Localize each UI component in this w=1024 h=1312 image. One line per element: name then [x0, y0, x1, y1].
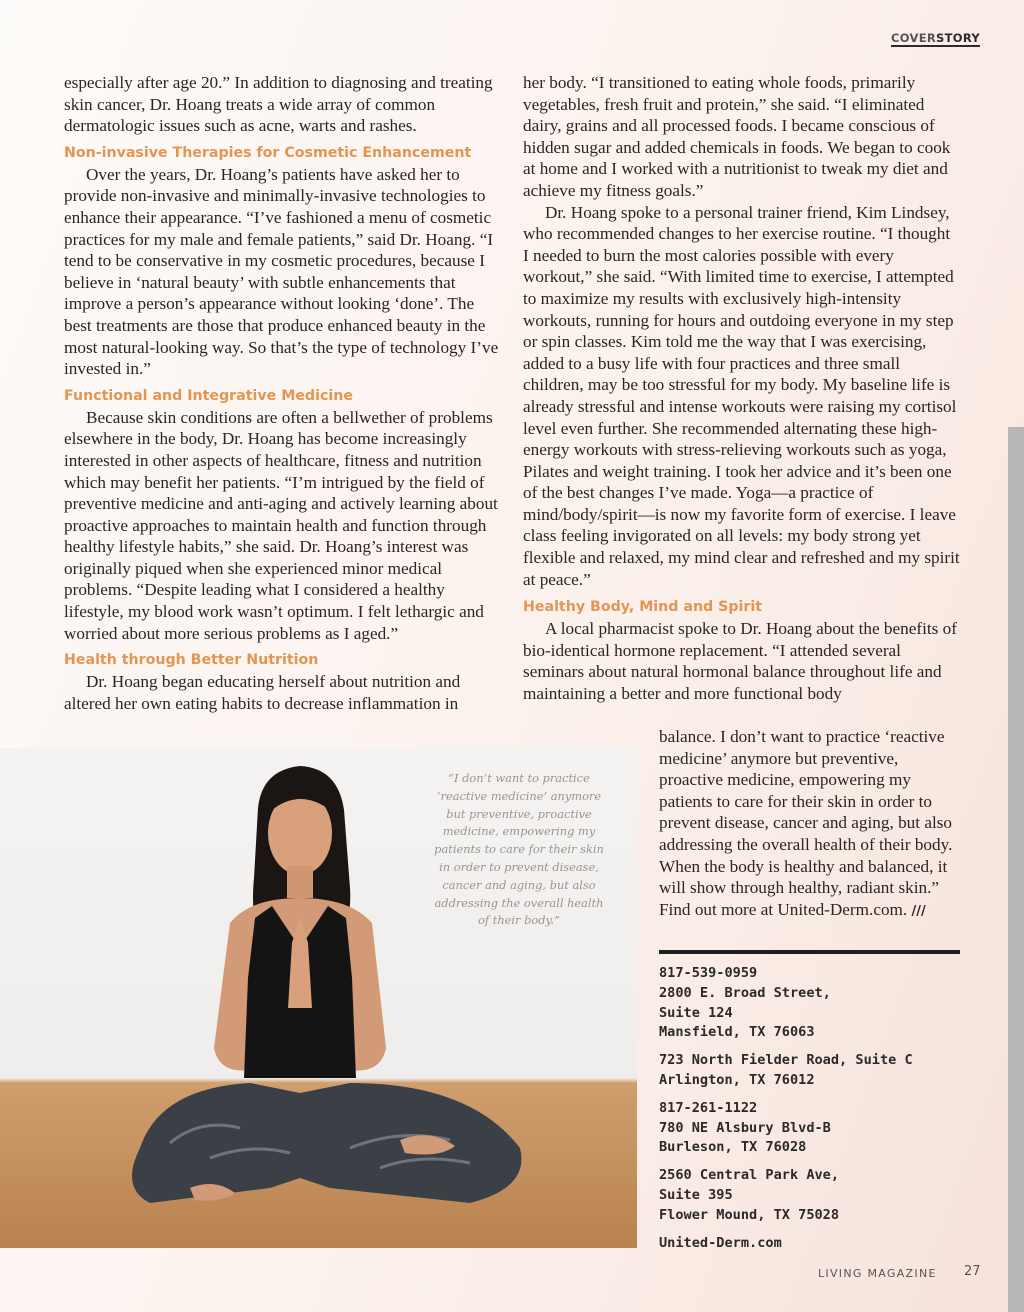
left-paragraph-1: especially after age 20.” In addition to diagnosing and treating skin cancer, Dr. Hoang treats a wide array of common dermatologic issues such as acne, warts and rashes. — [64, 73, 493, 136]
address-line: 723 North Fielder Road, Suite C — [659, 1052, 913, 1069]
address-line: Suite 395 — [659, 1186, 733, 1203]
scrollbar[interactable] — [1008, 427, 1024, 1312]
article-closing-paragraph — [659, 726, 959, 922]
address-line: 2800 E. Broad Street, — [659, 984, 831, 1001]
end-mark-icon: /// — [911, 903, 926, 919]
footer-magazine-name: LIVING MAGAZINE — [818, 1267, 937, 1280]
website-link[interactable]: United-Derm.com — [659, 1234, 782, 1251]
left-paragraph-4: Dr. Hoang began educating herself about nutrition and altered her own eating habits to decrease inflammation in — [64, 672, 461, 713]
phone-burleson: 817-261-1122 — [659, 1099, 758, 1116]
section-tag-cover: COVER — [891, 31, 937, 45]
heading-better-nutrition: Health through Better Nutrition — [64, 652, 319, 669]
section-tag — [891, 31, 980, 47]
contact-block — [659, 964, 959, 1253]
page-number: 27 — [964, 1264, 981, 1279]
location-flower-mound — [659, 1166, 959, 1225]
heading-functional-medicine: Functional and Integrative Medicine — [64, 387, 353, 404]
location-mansfield — [659, 964, 959, 1043]
closing-text: balance. I don’t want to practice ‘reactive medicine’ anymore but preventive, proactive medicine, empowering my patients to care for their skin in order to prevent disease, cancer and aging, but also addressing the overall health of their body. When the body is healthy and balanced, it will show through healthy, radiant skin.” Find out more at United-Derm.com. — [659, 727, 953, 919]
address-line: Suite 124 — [659, 1004, 733, 1021]
address-line: 780 NE Alsbury Blvd-B — [659, 1119, 831, 1136]
contact-divider — [659, 950, 960, 954]
address-line: Mansfield, TX 76063 — [659, 1024, 815, 1041]
right-paragraph-3: A local pharmacist spoke to Dr. Hoang about the benefits of bio-identical hormone replacement. “I attended several seminars about natural hormonal balance throughout life and maintaining a better and more functional body — [523, 619, 957, 704]
section-tag-story: STORY — [936, 31, 980, 45]
left-paragraph-2: Over the years, Dr. Hoang’s patients have asked her to provide non-invasive and minimally-invasive technologies to enhance their appearance. “I’ve fashioned a menu of cosmetic practices for my male and female patients,” said Dr. Hoang. “I tend to be conservative in my cosmetic procedures, because I believe in ‘natural beauty’ with subtle enhancements that improve a person’s appearance without looking ‘done’. The best treatments are those that produce enhanced beauty in the most natural-looking way. So that’s the type of technology I’ve invested in.” — [64, 164, 499, 379]
heading-healthy-body: Healthy Body, Mind and Spirit — [523, 599, 763, 616]
address-line: Arlington, TX 76012 — [659, 1071, 815, 1088]
address-line: Flower Mound, TX 75028 — [659, 1206, 840, 1223]
location-arlington — [659, 1051, 959, 1091]
left-column — [64, 72, 504, 714]
phone-mansfield: 817-539-0959 — [659, 965, 758, 981]
address-line: 2560 Central Park Ave, — [659, 1167, 840, 1184]
right-paragraph-2: Dr. Hoang spoke to a personal trainer friend, Kim Lindsey, who recommended changes to her exercise routine. “I thought I needed to burn the most calories possible with every workout,” she said. “With limited time to exercise, I attempted to maximize my results with exclusively high-intensity workouts, running for hours and outdoing everyone in my step or spin classes. Kim told me the way that I was exercising, added to a busy life with four practices and three small children, may be too stressful for my body. My baseline life is already stressful and intense workouts were raising my cortisol level even further. She recommended alternating these high-energy workouts with stress-relieving workouts such as yoga, Pilates and weight training. I took her advice and it’s been one of the best changes I’ve made. Yoga—a practice of mind/body/spirit—is now my favorite form of exercise. I leave class feeling invigorated on all levels: my body strong yet flexible and relaxed, my mind clear and refreshed and my spirit at peace.” — [523, 202, 960, 589]
location-burleson — [659, 1099, 959, 1158]
heading-noninvasive-therapies: Non-invasive Therapies for Cosmetic Enhancement — [64, 144, 472, 161]
right-column — [523, 72, 960, 705]
pull-quote: “I don’t want to practice ‘reactive medicine’ anymore but preventive, proactive medicine, empowering my patients to care for their skin in order to prevent disease, cancer and aging, but also addressing the overall health of their body.” — [434, 771, 604, 928]
right-paragraph-1: her body. “I transitioned to eating whole foods, primarily vegetables, fresh fruit and protein,” she said. “I eliminated dairy, grains and all processed foods. I became conscious of hidden sugar and added chemicals in foods. We began to cook at home and I worked with a nutritionist to tweak my diet and achieve my fitness goals.” — [523, 73, 951, 200]
address-line: Burleson, TX 76028 — [659, 1139, 807, 1156]
left-paragraph-3: Because skin conditions are often a bellwether of problems elsewhere in the body, Dr. Hoang has become increasingly interested in other aspects of healthcare, fitness and nutrition which may benefit her patients. “I’m intrigued by the field of preventive medicine and anti-aging and actively learning about proactive approaches to maintain health and function through healthy lifestyle habits,” she said. Dr. Hoang’s interest was originally piqued when she experienced minor medical problems. “Despite leading what I considered a healthy lifestyle, my blood work wasn’t optimum. I felt lethargic and worried about more serious problems as I aged.” — [64, 407, 498, 643]
